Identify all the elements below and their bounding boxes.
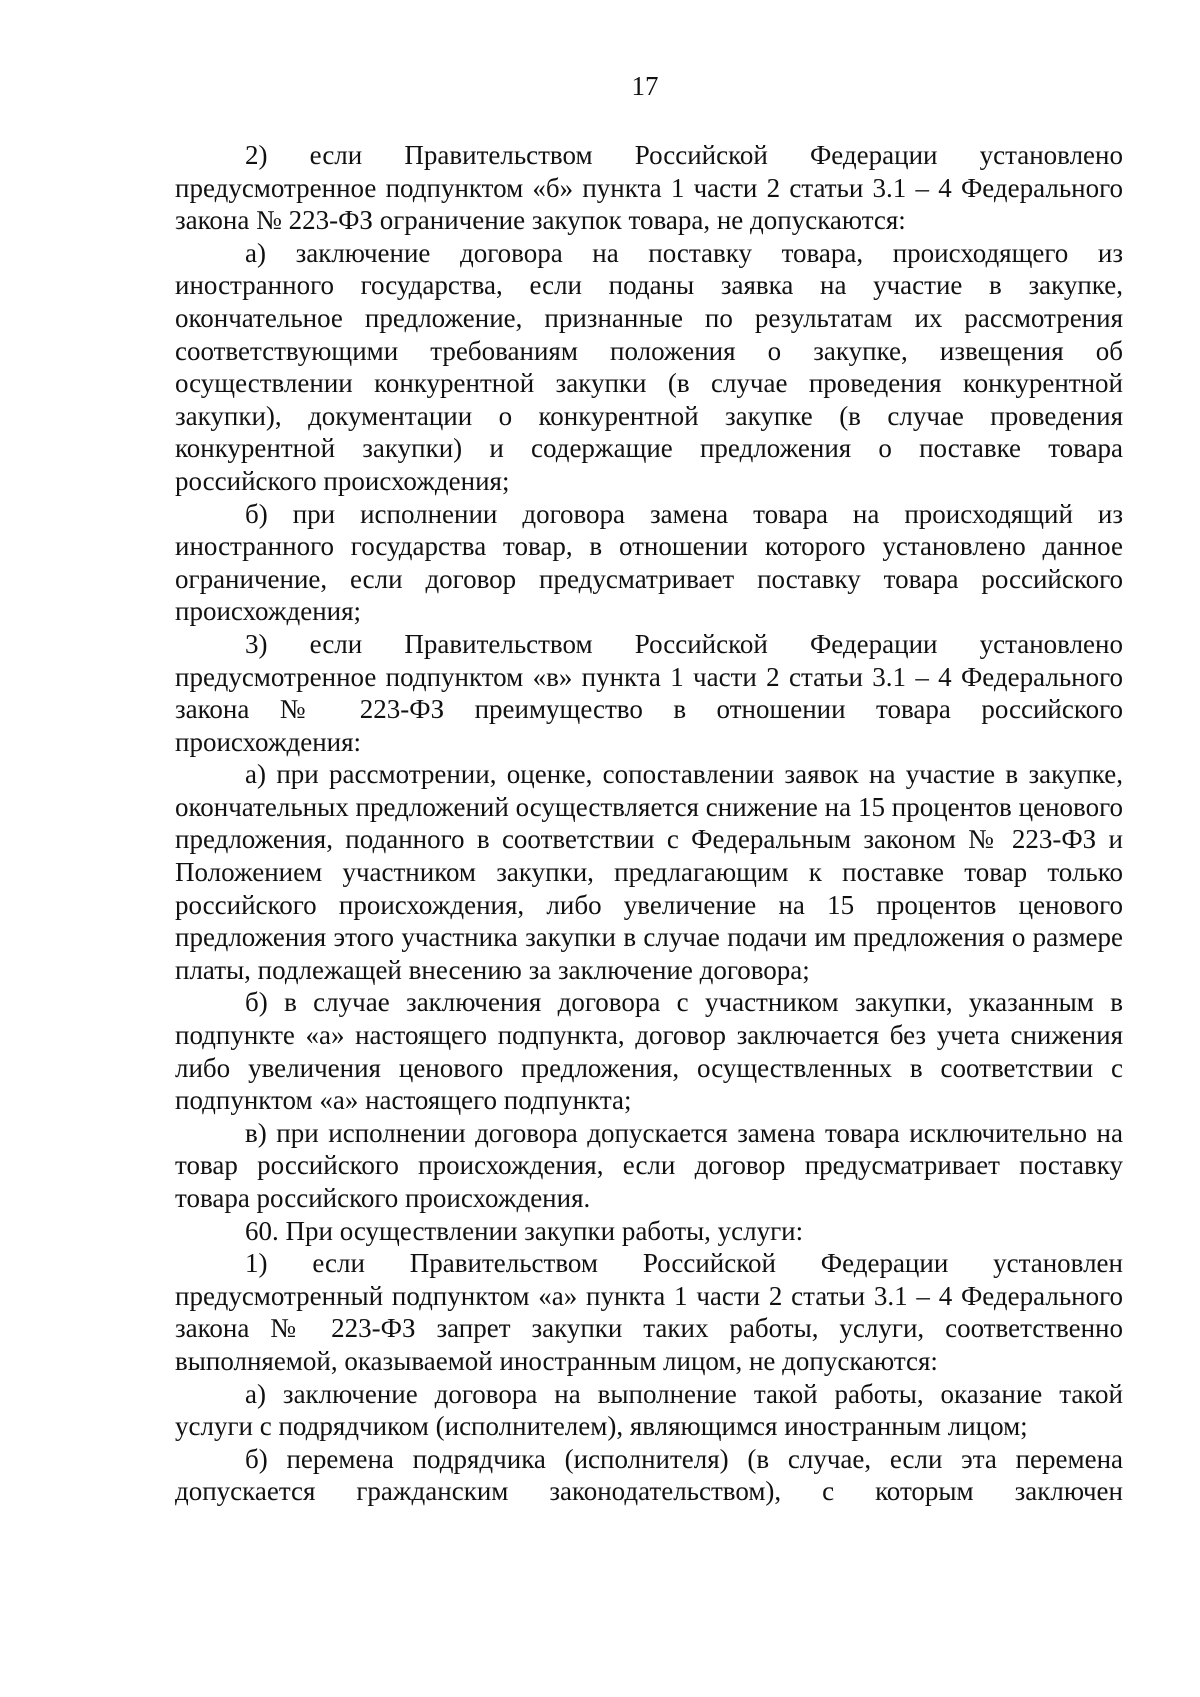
paragraph: в) при исполнении договора допускается замена товара исключительно на товар российского происхождения, если договор предусматривает поставку товара российского происхождения.	[175, 1117, 1123, 1213]
paragraph: 3) если Правительством Российской Федерации установлено предусмотренное подпунктом «в» пункта 1 части 2 статьи 3.1 – 4 Федерального закона № 223-ФЗ преимущество в отношении товара российского происхождения:	[175, 628, 1123, 757]
page-number: 17	[631, 71, 659, 101]
paragraph: а) при рассмотрении, оценке, сопоставлении заявок на участие в закупке, окончательных предложений осуществляется снижение на 15 процентов ценового предложения, поданного в соответствии с Федеральным законом № 223-ФЗ и Положением участником закупки, предлагающим к поставке товар только российского происхождения, либо увеличение на 15 процентов ценового предложения этого участника закупки в случае подачи им предложения о размере платы, подлежащей внесению за заключение договора;	[175, 759, 1123, 985]
paragraph: б) при исполнении договора замена товара на происходящий из иностранного государства товар, в отношении которого установлено данное ограничение, если договор предусматривает поставку товара российского происхождения;	[175, 498, 1123, 627]
document-body	[175, 139, 1123, 1508]
paragraph: а) заключение договора на выполнение такой работы, оказание такой услуги с подрядчиком (исполнителем), являющимся иностранным лицом;	[175, 1378, 1123, 1442]
paragraph: б) в случае заключения договора с участником закупки, указанным в подпункте «а» настоящего подпункта, договор заключается без учета снижения либо увеличения ценового предложения, осуществленных в соответствии с подпунктом «а» настоящего подпункта;	[175, 987, 1123, 1116]
paragraph: б) перемена подрядчика (исполнителя) (в случае, если эта перемена допускается гражданским законодательством), с которым заключен	[175, 1443, 1123, 1507]
paragraph: а) заключение договора на поставку товара, происходящего из иностранного государства, если поданы заявка на участие в закупке, окончательное предложение, признанные по результатам их рассмотрения соответствующими требованиям положения о закупке, извещения об осуществлении конкурентной закупки (в случае проведения конкурентной закупки), документации о конкурентной закупке (в случае проведения конкурентной закупки) и содержащие предложения о поставке товара российского происхождения;	[175, 237, 1123, 496]
paragraph: 60. При осуществлении закупки работы, услуги:	[245, 1215, 804, 1246]
paragraph: 1) если Правительством Российской Федерации установлен предусмотренный подпунктом «а» пункта 1 части 2 статьи 3.1 – 4 Федерального закона № 223-ФЗ запрет закупки таких работы, услуги, соответственно выполняемой, оказываемой иностранным лицом, не допускаются:	[175, 1248, 1123, 1376]
paragraph: 2) если Правительством Российской Федерации установлено предусмотренное подпунктом «б» пункта 1 части 2 статьи 3.1 – 4 Федерального закона № 223-ФЗ ограничение закупок товара, не допускаются:	[175, 140, 1123, 236]
